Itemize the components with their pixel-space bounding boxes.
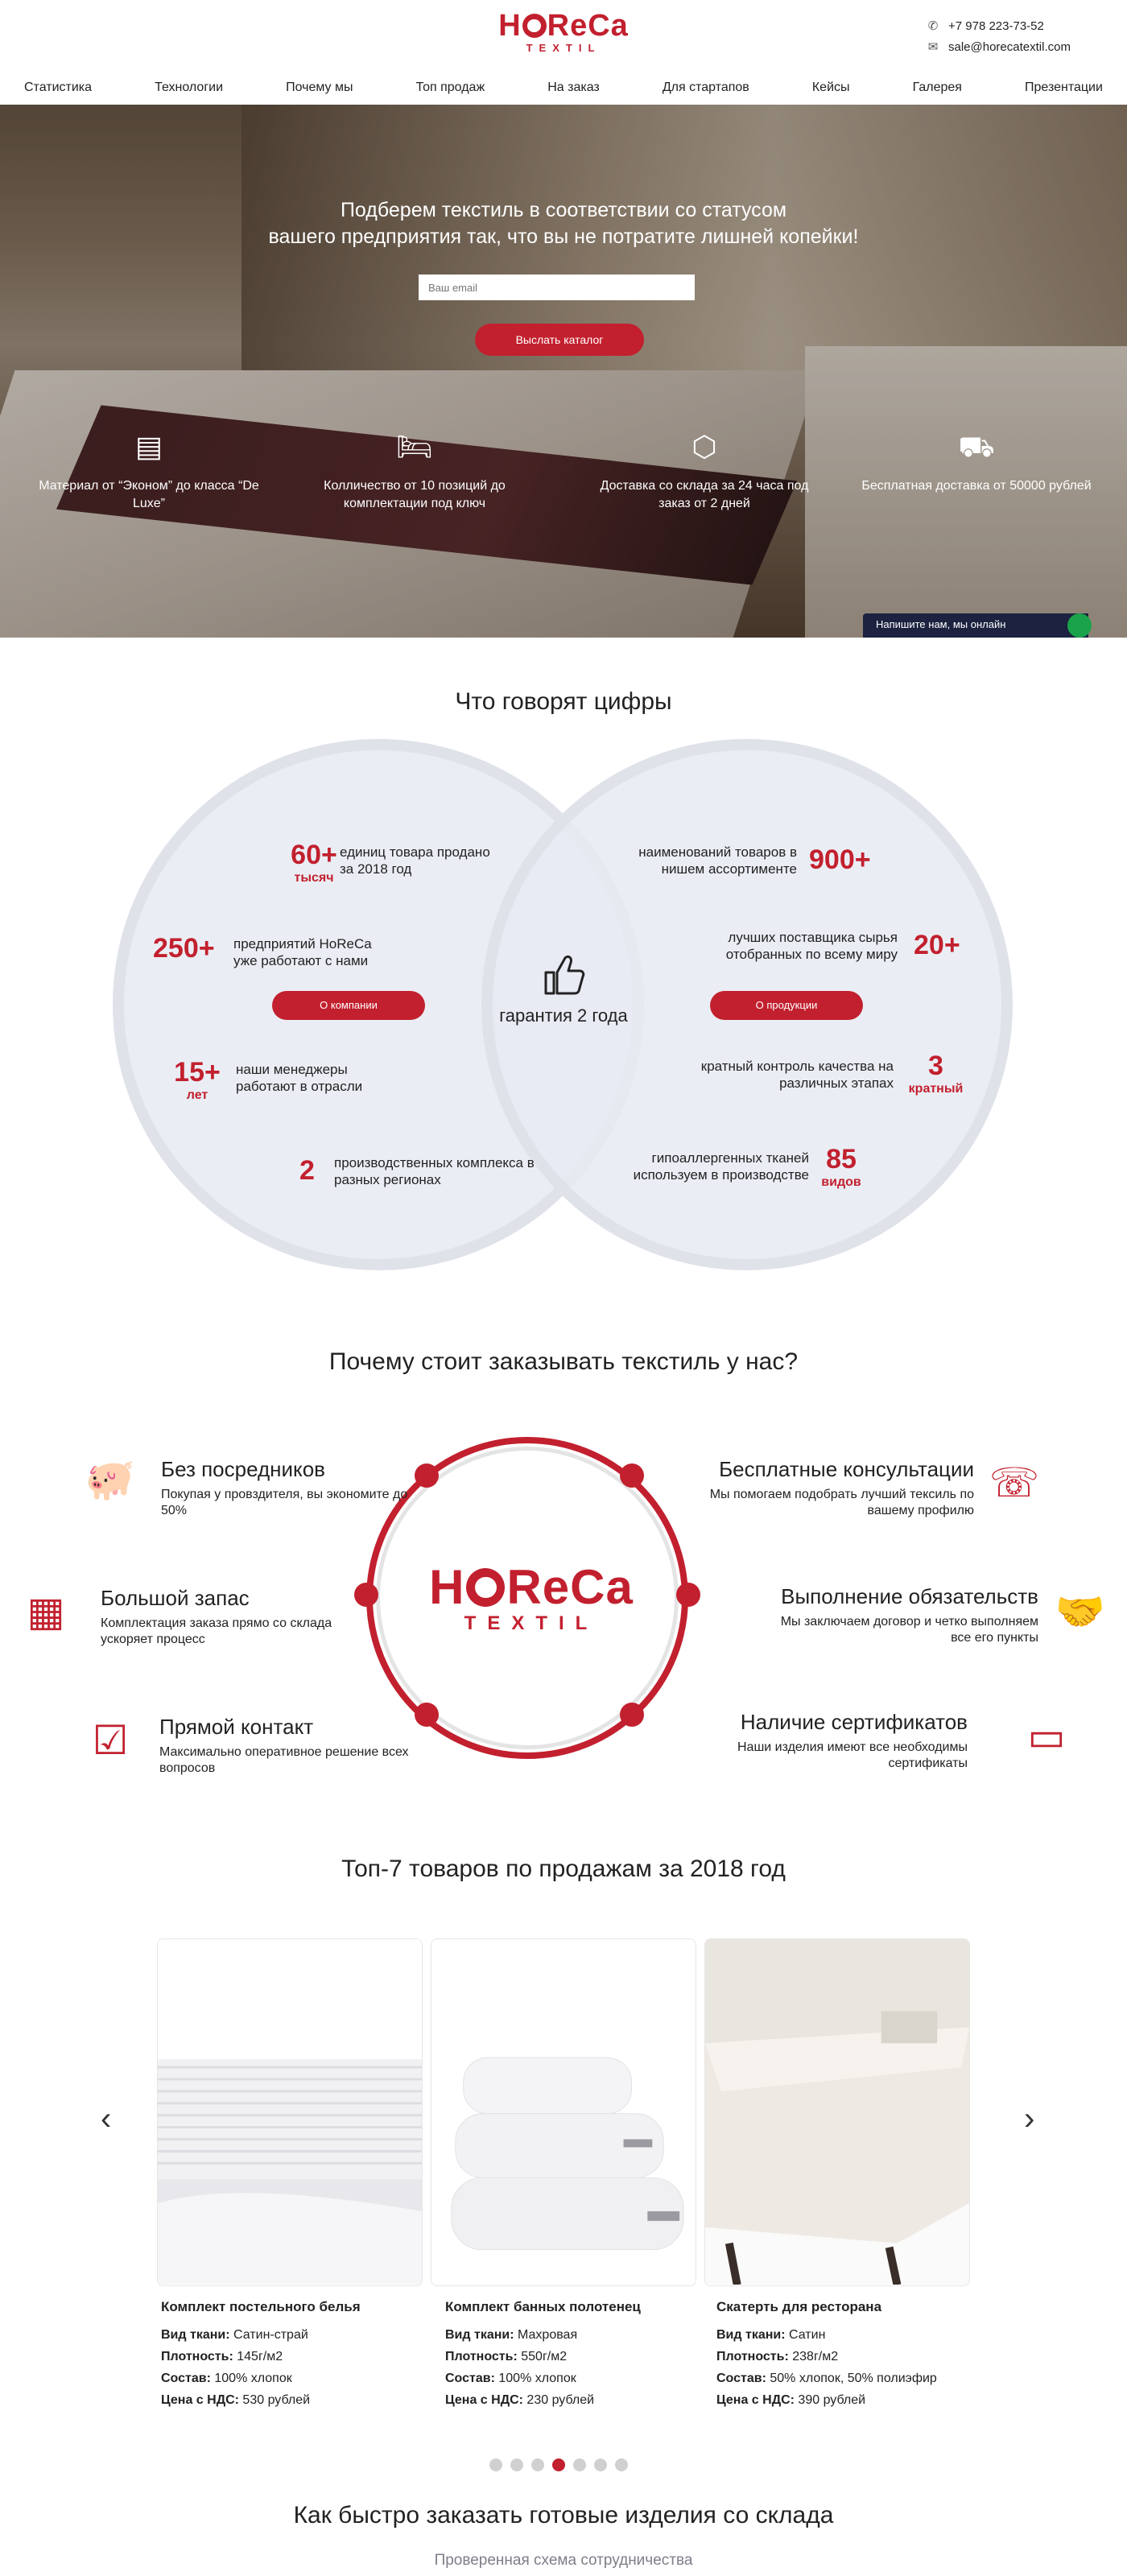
about-company-button[interactable]: О компании <box>272 991 425 1020</box>
nav-item-technologies[interactable]: Технологии <box>155 80 224 94</box>
hero-overlay <box>0 105 1127 638</box>
carousel-dot[interactable] <box>489 2458 502 2471</box>
product-info-bedding: Комплект постельного белья Вид ткани: Сатин-страй Плотность: 145г/м2 Состав: 100% хлопок Цена с НДС: 530 рублей <box>161 2299 361 2407</box>
product-card-tablecloth[interactable] <box>704 1938 970 2286</box>
stat-text-quality-control: кратный контроль качества на различных этапах <box>700 1059 894 1091</box>
numbers-title: Что говорят цифры <box>455 688 672 715</box>
phone-icon: ✆ <box>927 19 939 33</box>
stat-text-units-sold: единиц товара продано за 2018 год <box>340 844 490 877</box>
tablecloth-image <box>705 1939 969 2285</box>
carousel-next-arrow[interactable]: › <box>1024 2101 1035 2136</box>
mail-icon: ✉ <box>927 40 939 54</box>
feature-free-delivery: ⛟ Бесплатная доставка от 50000 рублей <box>860 432 1093 495</box>
stat-text-suppliers: лучших поставщика сырья отобранных по всему миру <box>725 930 898 962</box>
nav-item-cases[interactable]: Кейсы <box>811 80 850 94</box>
nav-item-gallery[interactable]: Галерея <box>912 80 962 94</box>
ring-dot <box>620 1463 644 1488</box>
nav-item-custom-order[interactable]: На заказ <box>547 80 600 94</box>
why-item-no-middlemen: Без посредников Покупая у провздителя, вы экономите до 50% <box>161 1457 408 1517</box>
stat-value-quality-control: 3 кратный <box>908 1051 964 1096</box>
nav-item-why-us[interactable]: Почему мы <box>286 80 353 94</box>
why-title: Почему стоит заказывать текстиль у нас? <box>328 1348 799 1375</box>
product-card-bedding[interactable] <box>157 1938 423 2286</box>
carousel-dot[interactable] <box>594 2458 607 2471</box>
ring-dot <box>620 1703 644 1727</box>
main-nav <box>0 74 1127 101</box>
email-input[interactable] <box>419 275 695 300</box>
cotton-icon <box>466 1568 505 1607</box>
logo[interactable] <box>483 10 644 55</box>
feature-quantity: 🛏 Колличество от 10 позиций до комплектации под ключ <box>298 432 531 513</box>
carousel-prev-arrow[interactable]: ‹ <box>101 2101 112 2136</box>
email-link[interactable]: sale@horecatextil.com <box>948 40 1071 54</box>
certificate-icon: ▭ <box>1027 1714 1066 1759</box>
about-products-button[interactable]: О продукции <box>710 991 863 1020</box>
header <box>0 0 1127 105</box>
fabric-icon: ▤ <box>134 430 163 463</box>
send-catalog-button[interactable]: Выслать каталог <box>475 324 644 356</box>
towels-image <box>431 1939 696 2285</box>
stat-text-assortment: наименований товаров в нишем ассортименте <box>638 844 797 877</box>
stat-text-fabrics: гипоаллергенных тканей используем в производстве <box>633 1150 809 1183</box>
bed-icon: 🛏 <box>396 430 433 463</box>
box-icon: ⬡ <box>691 430 717 463</box>
hero-title: Подберем текстиль в соответствии со статусом вашего предприятия так, что вы не потратите лишней копейки! <box>268 199 859 248</box>
order-title: Как быстро заказать готовые изделия со склада <box>293 2502 834 2529</box>
why-item-obligations: Выполнение обязательств Мы заключаем договор и четко выполняем все его пункты <box>780 1584 1038 1645</box>
feature-material: ▤ Материал от “Эконом” до класса “De Luxe” <box>32 432 266 513</box>
carousel-dot[interactable] <box>510 2458 523 2471</box>
guarantee-label: гарантия 2 года <box>499 1005 628 1026</box>
why-item-certificates: Наличие сертификатов Наши изделия имеют все необходимы сертификаты <box>737 1710 968 1770</box>
product-card-towels[interactable] <box>431 1938 696 2286</box>
phone-link[interactable]: +7 978 223-73-52 <box>948 19 1044 33</box>
carousel-dot[interactable] <box>552 2458 565 2471</box>
stat-value-assortment: 900+ <box>809 844 871 875</box>
online-chat-widget[interactable]: Напишите нам, мы онлайн <box>863 613 1088 638</box>
checklist-icon: ☑ <box>92 1718 129 1763</box>
product-info-towels: Комплект банных полотенец Вид ткани: Махровая Плотность: 550г/м2 Состав: 100% хлопок Цена с НДС: 230 рублей <box>445 2299 641 2407</box>
stat-value-clients: 250+ <box>153 933 215 964</box>
carousel-dot[interactable] <box>573 2458 586 2471</box>
why-item-large-stock: Большой запас Комплектация заказа прямо со склада ускоряет процесс <box>101 1586 332 1646</box>
products-title: Топ-7 товаров по продажам за 2018 год <box>341 1856 786 1882</box>
ring-dot <box>676 1583 700 1607</box>
nav-item-top-sales[interactable]: Топ продаж <box>415 80 485 94</box>
warehouse-icon: ▦ <box>27 1589 65 1634</box>
nav-item-presentations[interactable]: Презентации <box>1025 80 1103 94</box>
thumbs-up-icon <box>539 950 588 998</box>
stat-value-fabrics: 85 видов <box>821 1144 861 1189</box>
logo-subtitle: TEXTIL <box>526 42 601 54</box>
bedding-image <box>158 1939 422 2285</box>
contacts <box>926 16 1071 58</box>
stat-text-factories: производственных комплекса в разных регионах <box>334 1155 535 1187</box>
cotton-icon <box>522 14 547 38</box>
logo-text-reca: ReCa <box>547 9 629 43</box>
feature-delivery-time: ⬡ Доставка со склада за 24 часа под заказ от 2 дней <box>588 432 821 513</box>
nav-item-startups[interactable]: Для стартапов <box>662 80 749 94</box>
piggy-bank-icon: 🐖 <box>85 1457 136 1502</box>
stat-text-clients: предприятий HoReCa уже работают с нами <box>233 936 372 968</box>
stat-value-factories: 2 <box>299 1155 315 1186</box>
order-subtitle: Проверенная схема сотрудничества <box>434 2552 693 2569</box>
truck-icon: ⛟ <box>958 430 995 463</box>
center-logo: H ReCa TEXTIL <box>429 1560 634 1634</box>
logo-text-h: H <box>498 9 522 43</box>
carousel-pagination <box>489 2458 628 2471</box>
nav-item-statistics[interactable]: Статистика <box>24 80 93 94</box>
why-item-free-consultations: Бесплатные консультации Мы помогаем подобрать лучший тексиль по вашему профилю <box>709 1457 974 1517</box>
why-item-direct-contact: Прямой контакт Максимально оперативное решение всех вопросов <box>159 1715 409 1775</box>
stat-value-units-sold: 60+ тысяч <box>291 840 337 885</box>
stat-value-suppliers: 20+ <box>914 930 960 960</box>
stat-text-experience: наши менеджеры работают в отрасли <box>236 1062 363 1094</box>
hero-section <box>0 105 1127 638</box>
stat-value-experience: 15+ лет <box>174 1057 221 1102</box>
consultant-icon: ☏ <box>989 1460 1040 1505</box>
handshake-icon: 🤝 <box>1055 1589 1106 1634</box>
carousel-dot[interactable] <box>615 2458 628 2471</box>
product-info-tablecloth: Скатерть для ресторана Вид ткани: Сатин Плотность: 238г/м2 Состав: 50% хлопок, 50% полиэфир Цена с НДС: 390 рублей <box>716 2299 937 2407</box>
carousel-dot[interactable] <box>531 2458 544 2471</box>
